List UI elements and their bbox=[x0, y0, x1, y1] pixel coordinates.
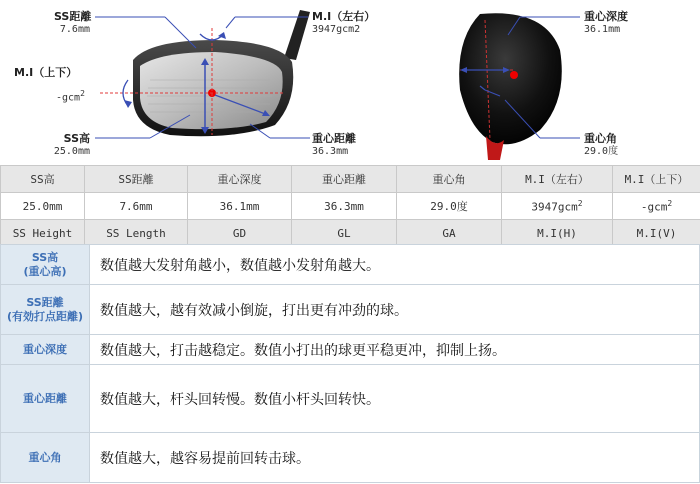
term-label: SS高 bbox=[31, 250, 59, 264]
mi-vertical-value-text: -gcm bbox=[56, 92, 81, 104]
spec-header-row bbox=[1, 166, 700, 193]
spec-header-cell: 重心距離 bbox=[292, 166, 397, 193]
spec-header-cell: 重心深度 bbox=[188, 166, 292, 193]
description-text: 数值越大，越有效减小倒旋，打出更有冲劲的球。 bbox=[90, 285, 700, 335]
spec-value-text: -gcm bbox=[640, 200, 668, 214]
spec-english-cell: M.I(V) bbox=[613, 220, 700, 247]
spec-value-cell bbox=[613, 193, 700, 220]
spec-header-cell: M.I（左右） bbox=[502, 166, 613, 193]
cg-angle-label: 重心角 bbox=[584, 132, 617, 145]
spec-english-row bbox=[1, 220, 700, 247]
description-row bbox=[1, 245, 700, 285]
mi-horizontal-label: M.I（左右） bbox=[312, 10, 376, 23]
cg-angle-value: 29.0度 bbox=[584, 146, 619, 157]
spec-header-cell: M.I（上下） bbox=[613, 166, 700, 193]
spec-english-cell: M.I(H) bbox=[502, 220, 613, 247]
spec-english-cell: GL bbox=[292, 220, 397, 247]
ss-length-callout bbox=[54, 10, 90, 36]
cg-depth-callout bbox=[584, 10, 628, 36]
description-row bbox=[1, 433, 700, 483]
spec-value-cell: 36.3mm bbox=[292, 193, 397, 220]
mi-vertical-value bbox=[56, 87, 85, 104]
description-term bbox=[1, 285, 90, 335]
spec-english-cell: GD bbox=[188, 220, 292, 247]
description-text: 数值越大，杆头回转慢。数值小杆头回转快。 bbox=[90, 365, 700, 433]
ss-height-callout bbox=[48, 132, 90, 158]
description-text: 数值越大，越容易提前回转击球。 bbox=[90, 433, 700, 483]
description-term: 重心距離 bbox=[1, 365, 90, 433]
description-text: 数值越大发射角越小，数值越小发射角越大。 bbox=[90, 245, 700, 285]
spec-header-cell: 重心角 bbox=[397, 166, 502, 193]
mi-vertical-sup: 2 bbox=[80, 89, 85, 98]
spec-table bbox=[0, 165, 700, 247]
spec-header-cell: SS距離 bbox=[85, 166, 188, 193]
spec-value-cell bbox=[502, 193, 613, 220]
spec-value-cell: 7.6mm bbox=[85, 193, 188, 220]
term-label: SS距離 bbox=[26, 295, 64, 309]
ss-height-value: 25.0mm bbox=[53, 146, 90, 157]
spec-header-cell: SS高 bbox=[1, 166, 85, 193]
spec-english-cell: SS Height bbox=[1, 220, 85, 247]
spec-value-text: 3947gcm bbox=[531, 200, 578, 214]
club-diagram bbox=[0, 0, 700, 165]
driver-top-view bbox=[459, 13, 580, 160]
mi-horizontal-callout bbox=[312, 10, 375, 36]
description-term bbox=[1, 245, 90, 285]
ss-height-label: SS高 bbox=[63, 132, 90, 145]
spec-value-cell: 29.0度 bbox=[397, 193, 502, 220]
spec-value-cell: 36.1mm bbox=[188, 193, 292, 220]
mi-vertical-label: M.I（上下） bbox=[14, 66, 78, 79]
spec-value-sup: 2 bbox=[577, 198, 583, 208]
cg-angle-callout bbox=[584, 132, 618, 158]
description-term: 重心角 bbox=[1, 433, 90, 483]
cg-depth-label: 重心深度 bbox=[584, 10, 628, 23]
description-table bbox=[0, 244, 700, 483]
spec-english-cell: SS Length bbox=[85, 220, 188, 247]
term-sublabel: (重心高) bbox=[23, 264, 67, 278]
spec-value-row bbox=[1, 193, 700, 220]
mi-horizontal-value: 3947gcm2 bbox=[312, 24, 361, 35]
spec-value-sup: 2 bbox=[667, 198, 673, 208]
mi-vertical-callout bbox=[14, 66, 85, 104]
description-row bbox=[1, 365, 700, 433]
term-sublabel: (有効打点距離) bbox=[6, 309, 84, 323]
ss-length-label: SS距離 bbox=[54, 10, 92, 23]
description-row bbox=[1, 285, 700, 335]
description-row bbox=[1, 335, 700, 365]
spec-english-cell: GA bbox=[397, 220, 502, 247]
description-term: 重心深度 bbox=[1, 335, 90, 365]
description-text: 数值越大，打击越稳定。数值小打出的球更平稳更冲，抑制上扬。 bbox=[90, 335, 700, 365]
driver-face-view bbox=[95, 10, 310, 138]
cg-distance-label: 重心距離 bbox=[312, 132, 356, 145]
cg-depth-value: 36.1mm bbox=[584, 24, 621, 35]
spec-value-cell: 25.0mm bbox=[1, 193, 85, 220]
cg-distance-value: 36.3mm bbox=[312, 146, 349, 157]
cg-distance-callout bbox=[312, 132, 356, 158]
ss-length-value: 7.6mm bbox=[59, 24, 90, 35]
